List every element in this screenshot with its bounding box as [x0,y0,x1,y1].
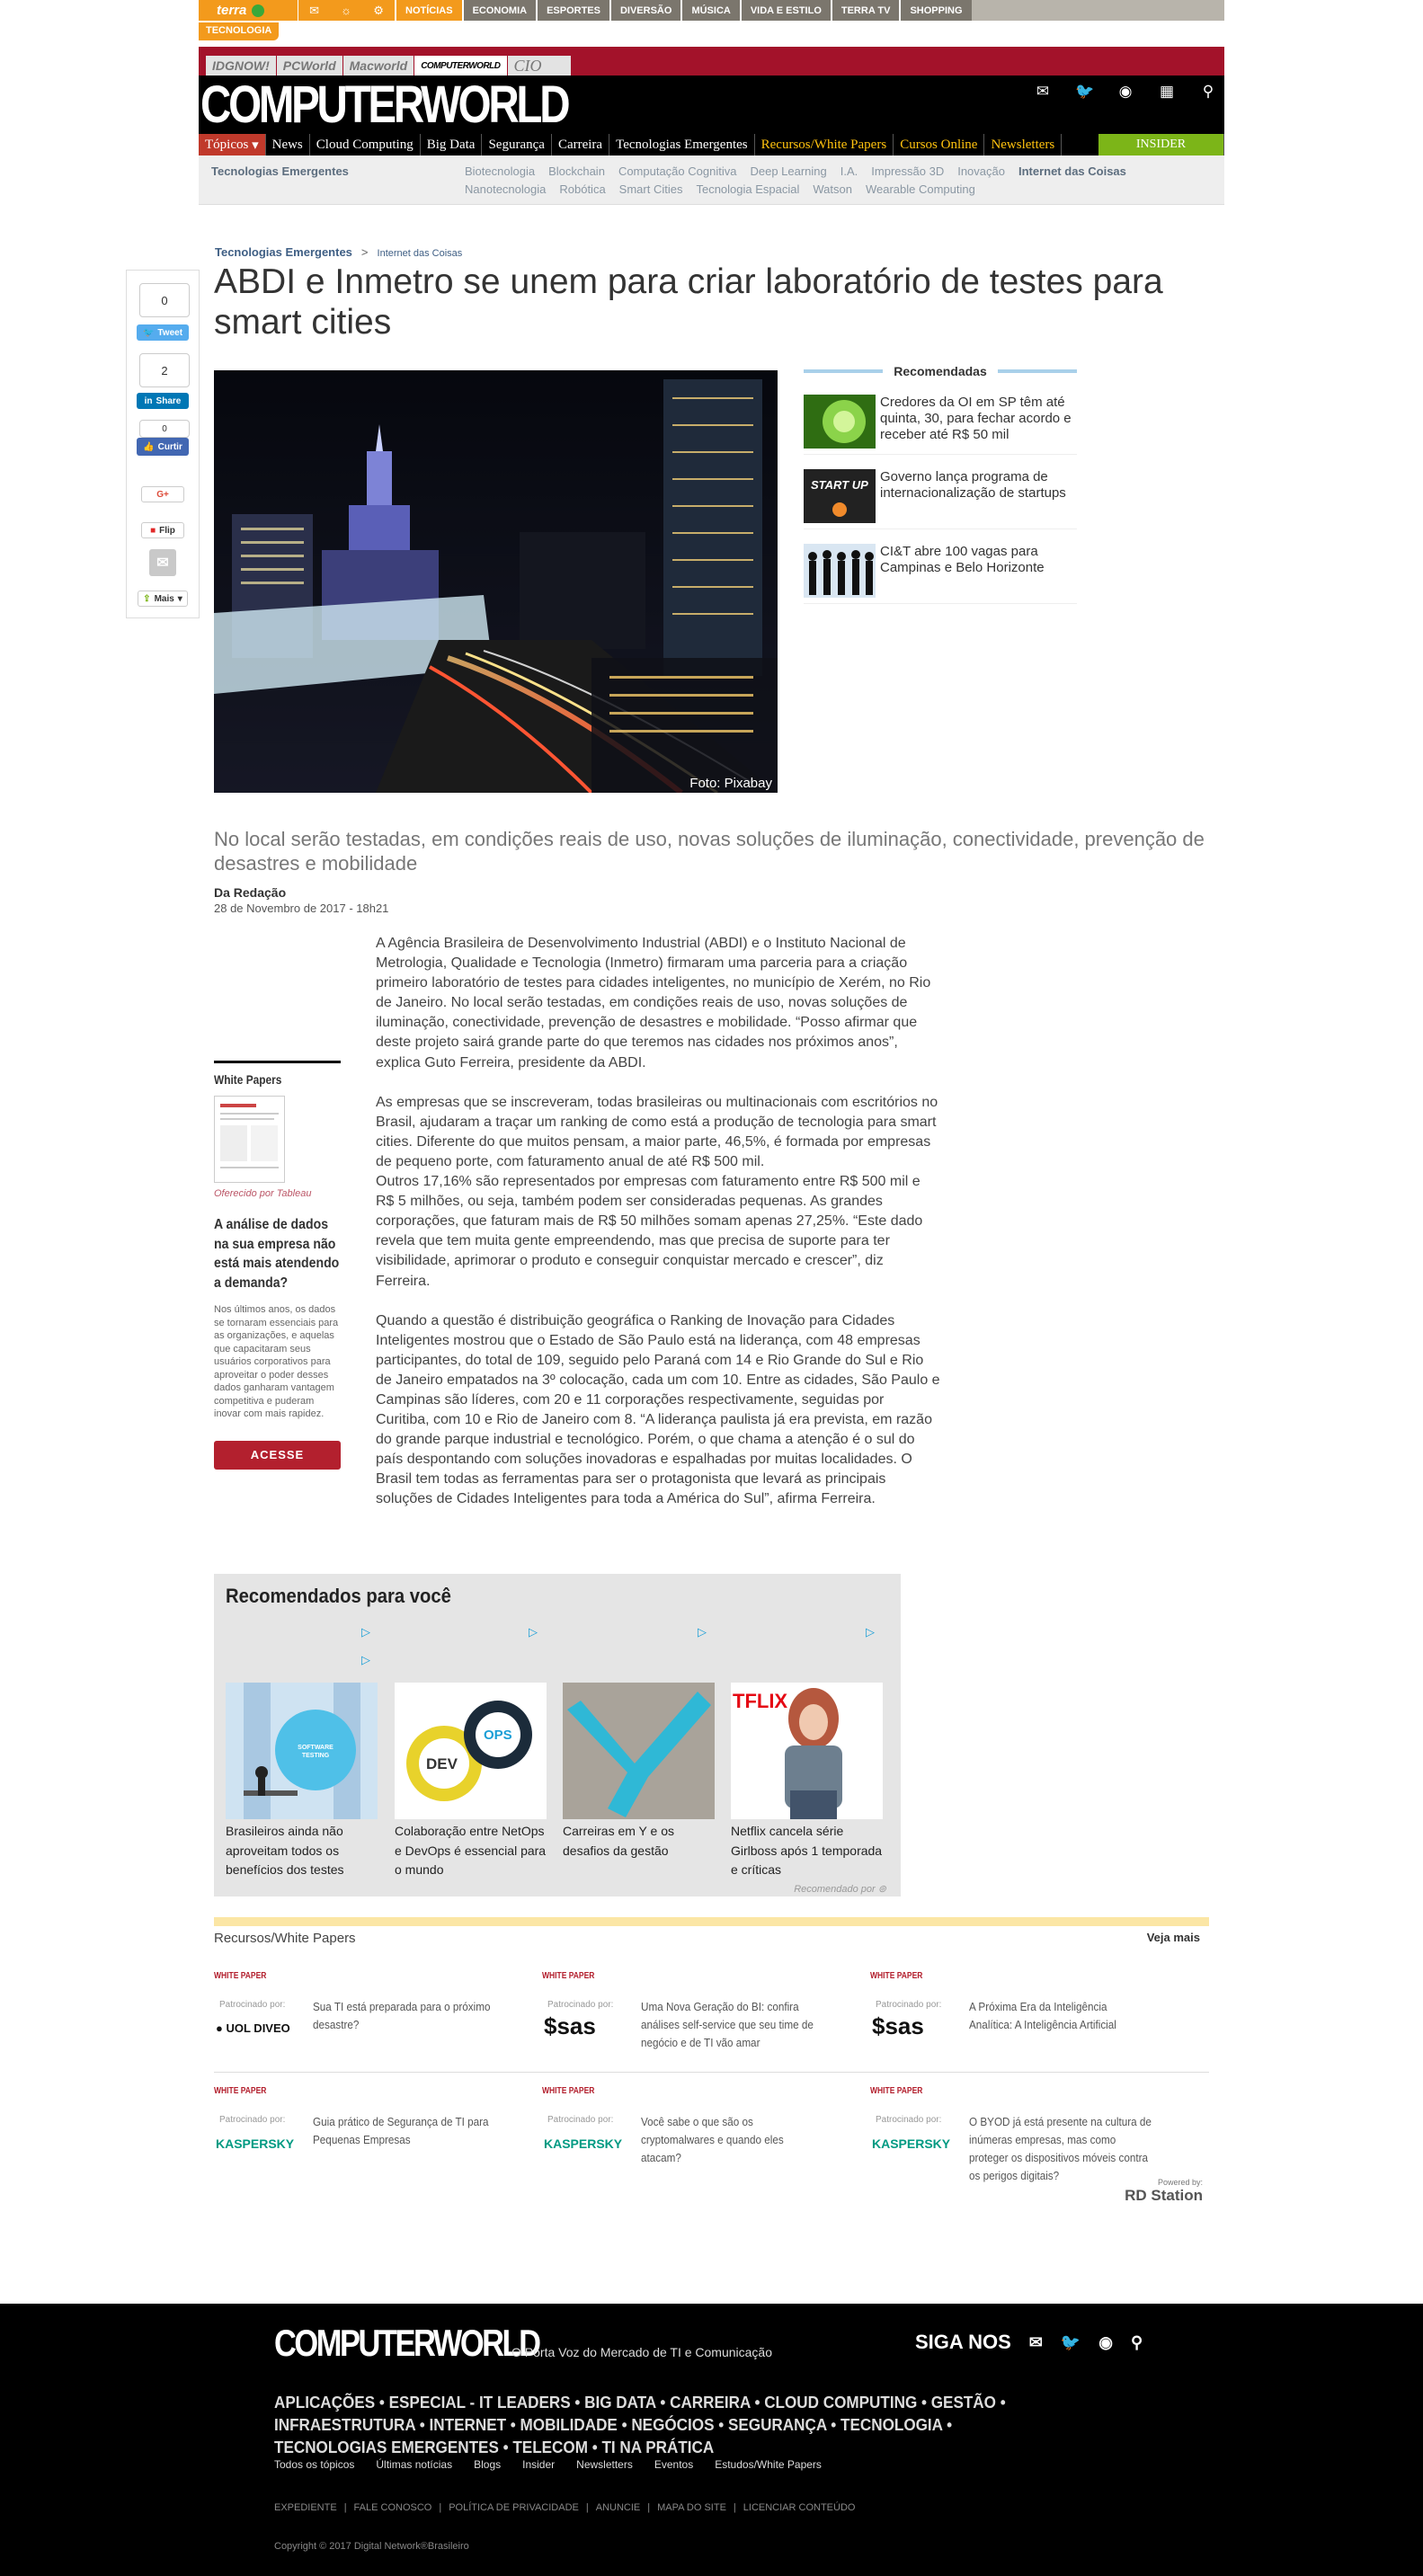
actress-image [731,1683,883,1819]
recursos-header [214,1931,1209,1946]
chevron-down-icon: ▾ [177,593,182,604]
wp-desc: O BYOD já está presente na cultura de inúmeras empresas, mas como proteger os dispositivos móveis contra os perigos digitais? [969,2115,1152,2182]
portal-item-terra-tv[interactable]: TERRA TV [831,0,900,21]
portal-item-noticias[interactable]: NOTÍCIAS [395,0,462,21]
breadcrumb-section[interactable]: Tecnologias Emergentes [215,245,352,259]
linkedin-label: Share [156,395,182,406]
footer-legal-link[interactable]: POLÍTICA DE PRIVACIDADE [449,2502,579,2513]
devops-gears-image [395,1683,547,1819]
sponsor-logo-text: UOL DIVEO [226,2021,290,2035]
search-icon[interactable]: ⚲ [1202,83,1214,100]
subnav-item[interactable]: Wearable Computing [865,182,975,196]
gplus-button[interactable]: G+ [141,486,184,502]
rpv-card[interactable] [395,1683,547,1880]
flipboard-icon: ■ [150,525,156,536]
green-abstract-image [804,395,876,449]
wp-sponsored: Patrocinado por: [219,2000,286,2010]
adchoices-icon[interactable]: ▷ [866,1625,875,1639]
recommended-by [794,1883,886,1895]
sponsor-logo-text: sas [885,2012,924,2039]
recomendadas-title: Recomendadas [894,364,987,378]
recursos-top-rule [214,1917,1209,1926]
adchoices-icon[interactable]: ▷ [529,1625,538,1639]
share-icon: ⇪ [143,593,151,604]
sister-computerworld[interactable]: COMPUTERWORLD [414,56,506,76]
article-body [376,934,940,1530]
flip-label: Flip [159,525,175,536]
sister-macworld[interactable]: Macworld [343,56,414,76]
footer-logo[interactable]: COMPUTERWORLD [274,2322,539,2364]
ops-gear-label: OPS [484,1728,512,1743]
recomendados-para-voce [214,1574,901,1896]
portal-item-esportes[interactable]: ESPORTES [536,0,609,21]
portal-item-musica[interactable]: MÚSICA [680,0,739,21]
facebook-label: Curtir [157,441,182,452]
wp-desc: Uma Nova Geração do BI: confira análises self-service que seu time de negócio e de TI vão amar [641,2000,814,2049]
acesse-button[interactable]: ACESSE [214,1441,341,1470]
wp-tag: WHITE PAPER [870,1971,923,1981]
subnav-item[interactable]: Impressão 3D [871,164,945,178]
sister-sites-bar [199,47,1224,76]
footer-topic-links[interactable] [274,2392,1083,2459]
software-testing-badge: SOFTWARE TESTING [298,1745,334,1759]
article-title: ABDI e Inmetro se unem para criar laboratório de testes para smart cities [214,262,1163,342]
subnav-item[interactable]: Watson [813,182,852,196]
header-rule [804,369,883,373]
footer-link[interactable]: Blogs [474,2458,502,2471]
wp-sponsored: Patrocinado por: [547,2115,614,2125]
rpv-card-image [563,1683,715,1819]
nav-big-data[interactable]: Big Data [421,134,483,155]
sas-s-icon: $ [544,2012,557,2039]
subnav-item[interactable]: Biotecnologia [465,164,536,178]
nav-news[interactable]: News [266,134,310,155]
hero-image [214,370,778,793]
reco-thumbnail [804,544,876,598]
nav-tecnologias[interactable]: Tecnologias Emergentes [609,134,755,155]
wp-desc: Guia prático de Segurança de TI para Pequenas Empresas [313,2115,489,2146]
sponsor-logo-kaspersky: KASPERSKY [216,2136,295,2151]
rss-icon[interactable]: ◉ [1118,83,1133,100]
article-paragraph: A Agência Brasileira de Desenvolvimento Industrial (ABDI) e o Instituto Nacional de Metrologia, Qualidade e Tecnologia (Inmetro) firmaram uma parceria para a criação primeiro laboratório de testes para cidades inteligentes, no município de Xerém, no Rio de Janeiro. No local serão testadas, em condições reais de uso, novas soluções de iluminação, conectividade, prevenção de desastres e mobilidade. “Posso afirmar que deste projeto sairá grande parte do que teremos nas cidades nos próximos anos”, explica Guto Ferreira, presidente da ABDI. [376,936,931,1070]
reco-thumbnail [804,469,876,523]
recommended-by-label: Recomendado por [794,1884,876,1895]
facebook-like-button[interactable] [137,438,189,456]
rpv-card[interactable] [226,1683,378,1880]
city-night-illustration [214,370,778,793]
article-paragraph-part: As empresas que se inscreveram, todas brasileiras ou multinacionais com escritórios no Brasil, ajudaram a traçar um ranking de como está a produção de tecnologia para smart cities. Diferente do que muitos pensam, a maior parte, 46,5%, é formada por empresas de pequeno porte, com faturamento anual de até R$ 500 mil. [376,1094,938,1169]
outbrain-icon: ⊚ [877,1884,886,1895]
startup-image [804,469,876,523]
sister-pcworld[interactable]: PCWorld [277,56,342,76]
nav-recursos[interactable]: Recursos/White Papers [755,134,894,155]
footer-legal-link[interactable]: FALE CONOSCO [353,2502,432,2513]
divider: | [439,2502,442,2513]
tweet-button[interactable] [137,324,189,341]
sponsor-logo-sas [872,2012,924,2040]
footer-social [915,2331,1143,2354]
article-paragraph [376,1093,940,1292]
sponsor-logo-text: sas [556,2012,596,2039]
sponsor-logo-kaspersky: KASPERSKY [544,2136,623,2151]
mail-icon[interactable]: ✉ [1036,83,1050,100]
nav-cursos[interactable]: Cursos Online [894,134,984,155]
site-header [199,47,1224,134]
reco-title: Governo lança programa de internacionalização de startups [880,469,1066,501]
terra-ball-icon [252,4,264,17]
document-preview-image [215,1097,284,1182]
tweet-count: 0 [139,283,190,317]
subnav-item[interactable]: Computação Cognitiva [618,164,737,178]
header-rule [998,369,1077,373]
nav-cloud[interactable]: Cloud Computing [310,134,421,155]
powered-by-label: Powered by: [1157,2178,1203,2187]
nav-insider[interactable]: INSIDER [1098,134,1224,155]
site-logo[interactable]: COMPUTERWORLD [200,76,568,134]
footer-link[interactable]: Newsletters [576,2458,633,2471]
recursos-title: Recursos/White Papers [214,1931,356,1946]
dev-gear-label: DEV [426,1755,458,1772]
subnav-row-2 [465,182,975,196]
reco-title: Credores da OI em SP têm até quinta, 30, para fechar acordo e receber até R$ 50 mil [880,395,1072,442]
wp-sponsored: Patrocinado por: [219,2115,286,2125]
nav-carreira[interactable]: Carreira [552,134,609,155]
main-nav [199,134,1224,155]
divider: | [343,2502,347,2513]
linkedin-count: 2 [139,353,190,387]
footer-legal-link[interactable]: ANUNCIE [595,2502,641,2513]
wp-item[interactable] [870,1971,1167,2052]
portal-item-vida-estilo[interactable]: VIDA E ESTILO [740,0,831,21]
flipboard-button[interactable] [141,522,184,538]
subnav-item-active[interactable]: Internet das Coisas [1018,164,1126,178]
footer-link[interactable]: Estudos/White Papers [715,2458,822,2471]
rpv-card-title: Carreiras em Y e os desafios da gestão [563,1824,674,1858]
wp-item[interactable] [542,1971,839,2052]
photo-credit: Foto: Pixabay [689,776,772,791]
footer-link[interactable]: Últimas notícias [376,2458,453,2471]
adchoices-icon[interactable]: ▷ [698,1625,707,1639]
wp-desc: A Próxima Era da Inteligência Analítica: A Inteligência Artificial [969,2000,1116,2031]
reco-item[interactable] [804,469,1077,529]
rpv-card-title: Brasileiros ainda não aproveitam todos os benefícios dos testes [226,1824,344,1877]
breadcrumb [215,245,462,259]
adchoices-icon[interactable]: ▷ [361,1625,370,1639]
wp-sponsored: Patrocinado por: [876,2115,942,2125]
subnav-item[interactable]: Smart Cities [618,182,683,196]
recomendadas-sidebar [804,362,1077,604]
footer-legal-link[interactable]: MAPA DO SITE [657,2502,726,2513]
twitter-icon: 🐦 [142,327,155,338]
nav-topicos-label: Tópicos [205,137,249,152]
white-paper-box [214,1061,341,1470]
portal-item-shopping[interactable]: SHOPPING [899,0,971,21]
rss-icon[interactable]: ◉ [1098,2332,1113,2351]
wp-item[interactable] [214,2086,511,2167]
breadcrumb-separator: > [360,245,369,259]
subnav-item[interactable]: Nanotecnologia [465,182,547,196]
nav-seguranca[interactable]: Segurança [482,134,551,155]
subnav-title[interactable]: Tecnologias Emergentes [211,164,349,178]
subnav-item[interactable]: I.A. [840,164,858,178]
wp-desc: Você sabe o que são os cryptomalwares e quando eles atacam? [641,2115,784,2164]
subnav-item[interactable]: Inovação [957,164,1005,178]
breadcrumb-sub[interactable]: Internet das Coisas [377,248,463,259]
rpv-card-image [395,1683,547,1819]
rpv-card-image [731,1683,883,1819]
more-share-button[interactable] [138,591,188,607]
header-icons [1034,83,1217,101]
wp-description: Nos últimos anos, os dados se tornaram essenciais para as organizações, e aquelas que capacitaram seus usuários corporativos para aproveitar o poder desses dados ganharam vantagem competitiva e puderam inovar com mais rapidez. [214,1304,339,1419]
site-footer [0,2304,1423,2576]
footer-link[interactable]: Eventos [654,2458,694,2471]
mail-icon[interactable]: ✉ [309,3,319,17]
facebook-count: 0 [139,420,190,438]
reco-thumbnail [804,395,876,449]
reco-item[interactable] [804,544,1077,604]
sister-idgnow[interactable]: IDGNOW! [206,56,276,76]
veja-mais-link[interactable]: Veja mais [1146,1931,1200,1944]
footer-topic-links-text: APLICAÇÕES • ESPECIAL - IT LEADERS • BIG DATA • CARREIRA • CLOUD COMPUTING • GESTÃO • INFRAESTRUTURA • INTERNET • MOBILIDADE • NEGÓCIOS • SEGURANÇA • TECNOLOGIA • TECNOLOGIAS EMERGENTES • TELECOM • TI NA PRÁTICA [274,2394,1006,2456]
footer-legal-links [274,2502,855,2513]
wp-item[interactable] [214,1971,511,2052]
adchoices-icon[interactable]: ▷ [361,1653,370,1666]
article-paragraph: Quando a questão é distribuição geográfica o Ranking de Inovação para Cidades Inteligentes mostrou que o Estado de São Paulo está na liderança, com 48 empresas participantes, do total de 109, seguido pelo Paraná com 14 e Rio Grande do Sul e Rio de Janeiro empatados na 3º colocação, cada um com 10. Entre as cidades, São Paulo e Campinas são líderes, com 20 e 11 corporações respectivamente, seguidas por Curitiba, com 10 e Rio de Janeiro com 8. “A liderança paulista já era prevista, em razão do grande parque industrial e tecnológico. Porém, o que chama a atenção é o sul do país despontando com soluções inovadoras e espalhadas por muitas localidades. O Brasil tem todas as ferramentas para ser o protagonista que levará as principais soluções de Cidades Inteligentes para toda a América do Sul”, afirma Ferreira. [376,1312,940,1507]
y-letter-image [563,1683,715,1819]
wp-sponsored: Patrocinado por: [547,2000,614,2010]
sponsor-logo-kaspersky: KASPERSKY [872,2136,951,2151]
divider: | [733,2502,736,2513]
wp-item[interactable] [542,2086,839,2167]
portal-icons [298,0,395,21]
linkedin-icon: in [144,395,153,406]
twitter-icon[interactable]: 🐦 [1075,83,1095,100]
recursos-white-papers [214,1917,1209,2204]
email-share-icon[interactable]: ✉ [149,549,176,576]
footer-copyright: Copyright © 2017 Digital Network®Brasileiro [274,2541,469,2552]
startup-thumb-text: START UP [811,478,868,492]
footer-legal-link[interactable]: LICENCIAR CONTEÚDO [743,2502,856,2513]
linkedin-share-button[interactable] [137,393,189,409]
sas-s-icon: $ [872,2012,885,2039]
subnav-item[interactable]: Tecnologia Espacial [696,182,800,196]
thumbs-up-icon: 👍 [143,441,155,452]
article-subtitle: No local serão testadas, em condições reais de uso, novas soluções de iluminação, conectividade, prevenção de desastres e mobilidade [214,828,1205,875]
more-label: Mais [154,593,174,604]
sun-icon[interactable]: ☼ [341,4,352,17]
article-date: 28 de Novembro de 2017 - 18h21 [214,902,389,915]
nav-topicos[interactable] [199,134,266,155]
subnav-item[interactable]: Robótica [559,182,606,196]
sponsor-logo-sas [544,2012,596,2040]
rpv-card[interactable] [563,1683,715,1861]
wp-tag: WHITE PAPER [542,1971,595,1981]
terra-brand-text: terra [217,3,247,18]
sister-cio[interactable]: CIO [508,56,571,76]
sponsor-logo-uol [216,2021,290,2035]
wp-tag: WHITE PAPER [870,2086,923,2096]
mail-icon[interactable]: ✉ [1028,2332,1043,2351]
divider: | [647,2502,651,2513]
calendar-icon[interactable]: ▦ [1159,83,1175,100]
rpv-card-title: Colaboração entre NetOps e DevOps é essencial para o mundo [395,1824,547,1877]
wp-offered-by: Oferecido por Tableau [214,1188,312,1199]
chevron-down-icon: ▾ [252,138,259,153]
footer-small-links [274,2458,822,2471]
wp-tag: WHITE PAPER [542,2086,595,2096]
footer-tagline: O Porta Voz do Mercado de TI e Comunicação [511,2345,773,2359]
divider: | [585,2502,589,2513]
wp-header: White Papers [214,1072,282,1087]
wp-document-thumbnail[interactable] [214,1096,285,1183]
wp-sponsored: Patrocinado por: [876,2000,942,2010]
recursos-divider [214,2072,1209,2073]
rpv-card[interactable] [731,1683,883,1880]
wp-tag: WHITE PAPER [214,1971,267,1981]
reco-item[interactable] [804,395,1077,455]
rd-station-credit [1113,2178,1203,2205]
recomendadas-header [804,362,1077,380]
search-icon[interactable]: ⚲ [1131,2332,1143,2351]
siga-nos-label: SIGA NOS [915,2331,1011,2353]
terra-logo[interactable] [199,0,298,21]
footer-link[interactable]: Insider [522,2458,556,2471]
subnav-row-1 [465,164,1126,178]
portal-bar [199,0,1224,21]
footer-legal-link[interactable]: EXPEDIENTE [274,2502,337,2513]
rpv-card-image [226,1683,378,1819]
settings-icon[interactable]: ⚙ [373,3,384,17]
article-paragraph-part: Outros 17,16% são representados por empresas com faturamento entre R$ 500 mil e R$ 5 milhões, ou seja, também podem ser consideradas pequenas. As grandes corporações, que faturam mais de R$ 50 milhões somam apenas 27,25%. “Este dado revela que tem muita gente empreendendo, mas que precisa de suporte para ter visibilidade, aprimorar o produto e conseguir conquistar mercado e crescer”, diz Ferreira. [376,1174,923,1289]
wp-title[interactable]: A análise de dados na sua empresa não está mais atendendo a demanda? [214,1217,340,1291]
twitter-icon[interactable]: 🐦 [1060,2332,1081,2351]
sub-nav [199,155,1224,205]
footer-link[interactable]: Todos os tópicos [274,2458,355,2471]
subnav-item[interactable]: Blockchain [548,164,605,178]
section-tab-tecnologia[interactable]: TECNOLOGIA [199,22,279,40]
tweet-label: Tweet [157,327,183,338]
rpv-card-title: Netflix cancela série Girlboss após 1 temporada e críticas [731,1824,883,1877]
subnav-item[interactable]: Deep Learning [750,164,827,178]
uol-dot-icon: ● [216,2021,223,2035]
rpv-title: Recomendados para você [226,1585,451,1607]
nav-newsletters[interactable]: Newsletters [984,134,1062,155]
rd-station-logo[interactable]: RD Station [1125,2187,1203,2204]
portal-item-diversao[interactable]: DIVERSÃO [609,0,680,21]
wp-tag: WHITE PAPER [214,2086,267,2096]
netflix-logo-text: TFLIX [733,1690,788,1712]
reco-title: CI&T abre 100 vagas para Campinas e Belo Horizonte [880,544,1045,575]
wp-top-rule [214,1061,341,1063]
portal-item-economia[interactable]: ECONOMIA [462,0,537,21]
wp-desc: Sua TI está preparada para o próximo desastre? [313,2000,491,2031]
share-rail [126,270,200,618]
article-author: Da Redação [214,885,287,900]
people-silhouettes-image [804,544,876,598]
